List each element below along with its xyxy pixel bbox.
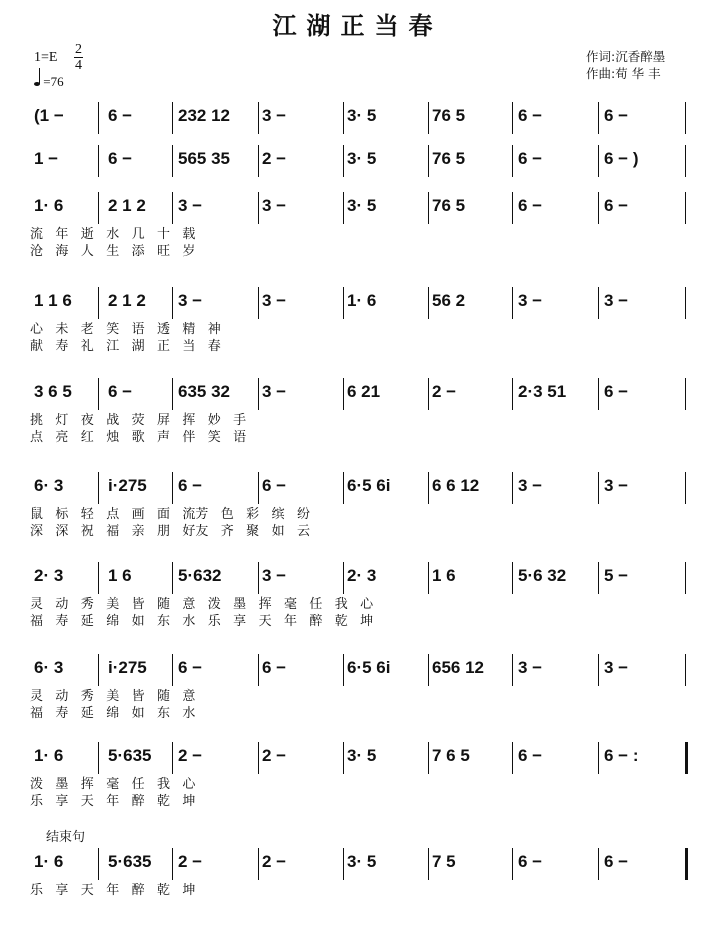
measure-notes: 3 − xyxy=(604,476,629,495)
lyrics-verse-1: 鼠 标 轻 点 画 面 流芳 色 彩 缤 纷 xyxy=(30,507,310,522)
bar-line xyxy=(685,472,686,504)
measure-notes: 6 − xyxy=(604,852,629,871)
bar-line xyxy=(258,848,259,880)
measure-notes: 3 − xyxy=(518,291,543,310)
measure-notes: 6 − xyxy=(262,658,287,677)
measure-notes: 6 − xyxy=(518,149,543,168)
lyrics-verse-1: 灵 动 秀 美 皆 随 意 泼 墨 挥 毫 任 我 心 xyxy=(30,597,374,612)
measure-notes: 1· 6 xyxy=(347,291,377,310)
lyrics-verse-2: 献 寿 礼 江 湖 正 当 春 xyxy=(30,339,221,354)
measure-notes: 1 6 xyxy=(108,566,132,585)
composer: 作曲:荀 华 丰 xyxy=(586,66,661,81)
measure-notes: 2· 3 xyxy=(347,566,377,585)
measure-notes: 3 − xyxy=(604,291,629,310)
bar-line xyxy=(428,472,429,504)
measure-notes: 76 5 xyxy=(432,106,466,125)
measure-notes: 6·5 6i xyxy=(347,658,391,677)
bar-line xyxy=(512,742,513,774)
bar-line xyxy=(258,102,259,134)
measure-notes: 3 6 5 xyxy=(34,382,72,401)
bar-line xyxy=(428,145,429,177)
bar-line xyxy=(598,192,599,224)
bar-line xyxy=(258,378,259,410)
measure-notes: 6 − xyxy=(178,658,203,677)
bar-line xyxy=(512,848,513,880)
lyrics-verse-1: 灵 动 秀 美 皆 随 意 xyxy=(30,689,196,704)
bar-line xyxy=(512,472,513,504)
bar-line xyxy=(685,287,686,319)
tempo-value: =76 xyxy=(43,74,64,89)
tempo-marking xyxy=(34,74,64,90)
measure-notes: 2 1 2 xyxy=(108,291,146,310)
measure-notes: 76 5 xyxy=(432,149,466,168)
measure-notes: 6 6 12 xyxy=(432,476,480,495)
bar-line xyxy=(258,192,259,224)
bar-line xyxy=(172,287,173,319)
bar-line xyxy=(98,742,99,774)
score-row xyxy=(0,285,715,375)
lyrics-verse-1: 流 年 逝 水 几 十 载 xyxy=(30,227,196,242)
bar-line xyxy=(685,654,686,686)
measure-notes: 6 − ) xyxy=(604,149,639,168)
measure-notes: 6 − xyxy=(108,149,133,168)
measure-notes: 3 − xyxy=(178,291,203,310)
measure-notes: 6 − xyxy=(108,106,133,125)
lyrics-verse-2: 深 深 祝 福 亲 朋 好友 齐 聚 如 云 xyxy=(30,524,310,539)
measure-notes: 3 − xyxy=(604,658,629,677)
lyrics-verse-2: 福 寿 延 绵 如 东 水 xyxy=(30,706,196,721)
bar-line xyxy=(598,654,599,686)
bar-line xyxy=(598,102,599,134)
measure-notes: 2 − xyxy=(432,382,457,401)
measure-notes: 2 − xyxy=(262,149,287,168)
measure-notes: 6 − xyxy=(518,106,543,125)
score-row xyxy=(0,740,715,830)
measure-notes: 76 5 xyxy=(432,196,466,215)
bar-line xyxy=(512,562,513,594)
measure-notes: 7 5 xyxy=(432,852,456,871)
bar-line xyxy=(512,287,513,319)
bar-line xyxy=(98,562,99,594)
score-row xyxy=(0,190,715,280)
bar-line xyxy=(98,145,99,177)
bar-line xyxy=(428,562,429,594)
bar-line xyxy=(428,102,429,134)
bar-line xyxy=(258,287,259,319)
measure-notes: 1 − xyxy=(34,149,59,168)
bar-line xyxy=(172,848,173,880)
measure-notes: 232 12 xyxy=(178,106,230,125)
measure-notes: 6 − xyxy=(604,106,629,125)
bar-line xyxy=(343,378,344,410)
measure-notes: 2 − xyxy=(262,852,287,871)
bar-line xyxy=(598,562,599,594)
bar-line xyxy=(512,654,513,686)
measure-notes: (1 − xyxy=(34,106,64,125)
measure-notes: 1 1 6 xyxy=(34,291,72,310)
bar-line xyxy=(512,145,513,177)
score-row xyxy=(0,560,715,650)
bar-line xyxy=(428,742,429,774)
lyricist: 作词:沉香醉墨 xyxy=(586,49,666,64)
bar-line xyxy=(343,192,344,224)
bar-line xyxy=(98,378,99,410)
bar-line xyxy=(598,145,599,177)
score-row xyxy=(0,470,715,560)
bar-line xyxy=(258,654,259,686)
measure-notes: 3· 5 xyxy=(347,149,377,168)
bar-line xyxy=(343,102,344,134)
bar-line xyxy=(98,287,99,319)
measure-notes: 1· 6 xyxy=(34,196,64,215)
measure-notes: 2 − xyxy=(178,852,203,871)
score-row xyxy=(0,846,715,936)
bar-line xyxy=(685,378,686,410)
measure-notes: 2 − xyxy=(178,746,203,765)
measure-notes: 2 − xyxy=(262,746,287,765)
bar-line xyxy=(172,472,173,504)
bar-line xyxy=(685,848,688,880)
lyrics-verse-1: 心 未 老 笑 语 透 精 神 xyxy=(30,322,221,337)
bar-line xyxy=(98,848,99,880)
measure-notes: 5 − xyxy=(604,566,629,585)
bar-line xyxy=(598,742,599,774)
measure-notes: 5·6 32 xyxy=(518,566,567,585)
bar-line xyxy=(98,102,99,134)
ending-label: 结束句 xyxy=(46,830,86,845)
bar-line xyxy=(258,562,259,594)
measure-notes: 6 − xyxy=(518,196,543,215)
lyrics-verse-1: 挑 灯 夜 战 荧 屏 挥 妙 手 xyxy=(30,413,247,428)
key-signature: 1=E xyxy=(34,50,58,65)
measure-notes: 3 − xyxy=(262,382,287,401)
bar-line xyxy=(428,654,429,686)
measure-notes: 6 21 xyxy=(347,382,381,401)
measure-notes: 3 − xyxy=(262,196,287,215)
bar-line xyxy=(512,378,513,410)
bar-line xyxy=(343,472,344,504)
measure-notes: 3 − xyxy=(262,566,287,585)
measure-notes: 6 − xyxy=(262,476,287,495)
bar-line xyxy=(258,742,259,774)
bar-line xyxy=(172,102,173,134)
measure-notes: 656 12 xyxy=(432,658,484,677)
bar-line xyxy=(685,742,688,774)
bar-line xyxy=(343,287,344,319)
measure-notes: 6·5 6i xyxy=(347,476,391,495)
bar-line xyxy=(428,378,429,410)
measure-notes: 2·3 51 xyxy=(518,382,567,401)
bar-line xyxy=(428,192,429,224)
measure-notes: 2 1 2 xyxy=(108,196,146,215)
bar-line xyxy=(258,145,259,177)
score-row xyxy=(0,376,715,466)
measure-notes: 6 − xyxy=(604,382,629,401)
measure-notes: 6 − xyxy=(518,746,543,765)
bar-line xyxy=(685,192,686,224)
measure-notes: 3· 5 xyxy=(347,196,377,215)
measure-notes: 635 32 xyxy=(178,382,230,401)
bar-line xyxy=(98,654,99,686)
measure-notes: 2· 3 xyxy=(34,566,64,585)
lyrics-verse-2: 福 寿 延 绵 如 东 水 乐 享 天 年 醉 乾 坤 xyxy=(30,614,374,629)
quarter-note-icon xyxy=(34,82,40,86)
bar-line xyxy=(172,378,173,410)
bar-line xyxy=(512,102,513,134)
bar-line xyxy=(343,654,344,686)
bar-line xyxy=(428,848,429,880)
bar-line xyxy=(685,562,686,594)
measure-notes: 3· 5 xyxy=(347,746,377,765)
measure-notes: 1 6 xyxy=(432,566,456,585)
measure-notes: 6 − xyxy=(518,852,543,871)
measure-notes: 6 − : xyxy=(604,746,639,765)
bar-line xyxy=(172,562,173,594)
bar-line xyxy=(685,145,686,177)
measure-notes: 6· 3 xyxy=(34,476,64,495)
lyrics-verse-2: 沧 海 人 生 添 旺 岁 xyxy=(30,244,196,259)
bar-line xyxy=(512,192,513,224)
measure-notes: 5·635 xyxy=(108,852,152,871)
song-title: 江湖正当春 xyxy=(272,12,443,40)
bar-line xyxy=(343,848,344,880)
lyrics-verse-2: 点 亮 红 烛 歌 声 伴 笑 语 xyxy=(30,430,247,445)
bar-line xyxy=(343,145,344,177)
lyrics-verse-1: 乐 享 天 年 醉 乾 坤 xyxy=(30,883,196,898)
bar-line xyxy=(98,192,99,224)
bar-line xyxy=(428,287,429,319)
measure-notes: 6· 3 xyxy=(34,658,64,677)
measure-notes: 3· 5 xyxy=(347,106,377,125)
measure-notes: i·275 xyxy=(108,658,147,677)
bar-line xyxy=(685,102,686,134)
measure-notes: 565 35 xyxy=(178,149,230,168)
time-signature xyxy=(74,42,83,73)
bar-line xyxy=(258,472,259,504)
measure-notes: 1· 6 xyxy=(34,746,64,765)
bar-line xyxy=(172,654,173,686)
measure-notes: 6 − xyxy=(108,382,133,401)
time-signature-top: 2 xyxy=(75,42,82,57)
measure-notes: 7 6 5 xyxy=(432,746,470,765)
bar-line xyxy=(343,742,344,774)
lyrics-verse-1: 泼 墨 挥 毫 任 我 心 xyxy=(30,777,196,792)
measure-notes: 1· 6 xyxy=(34,852,64,871)
measure-notes: 5·632 xyxy=(178,566,222,585)
bar-line xyxy=(172,145,173,177)
bar-line xyxy=(172,192,173,224)
measure-notes: 56 2 xyxy=(432,291,466,310)
measure-notes: 5·635 xyxy=(108,746,152,765)
measure-notes: 6 − xyxy=(604,196,629,215)
measure-notes: i·275 xyxy=(108,476,147,495)
bar-line xyxy=(172,742,173,774)
measure-notes: 6 − xyxy=(178,476,203,495)
measure-notes: 3 − xyxy=(262,291,287,310)
bar-line xyxy=(343,562,344,594)
bar-line xyxy=(98,472,99,504)
measure-notes: 3 − xyxy=(262,106,287,125)
measure-notes: 3 − xyxy=(178,196,203,215)
bar-line xyxy=(598,287,599,319)
score-row xyxy=(0,652,715,742)
measure-notes: 3· 5 xyxy=(347,852,377,871)
time-signature-bottom: 4 xyxy=(75,58,82,73)
credits xyxy=(586,48,665,82)
measure-notes: 3 − xyxy=(518,658,543,677)
bar-line xyxy=(598,848,599,880)
bar-line xyxy=(598,378,599,410)
bar-line xyxy=(598,472,599,504)
lyrics-verse-2: 乐 享 天 年 醉 乾 坤 xyxy=(30,794,196,809)
measure-notes: 3 − xyxy=(518,476,543,495)
